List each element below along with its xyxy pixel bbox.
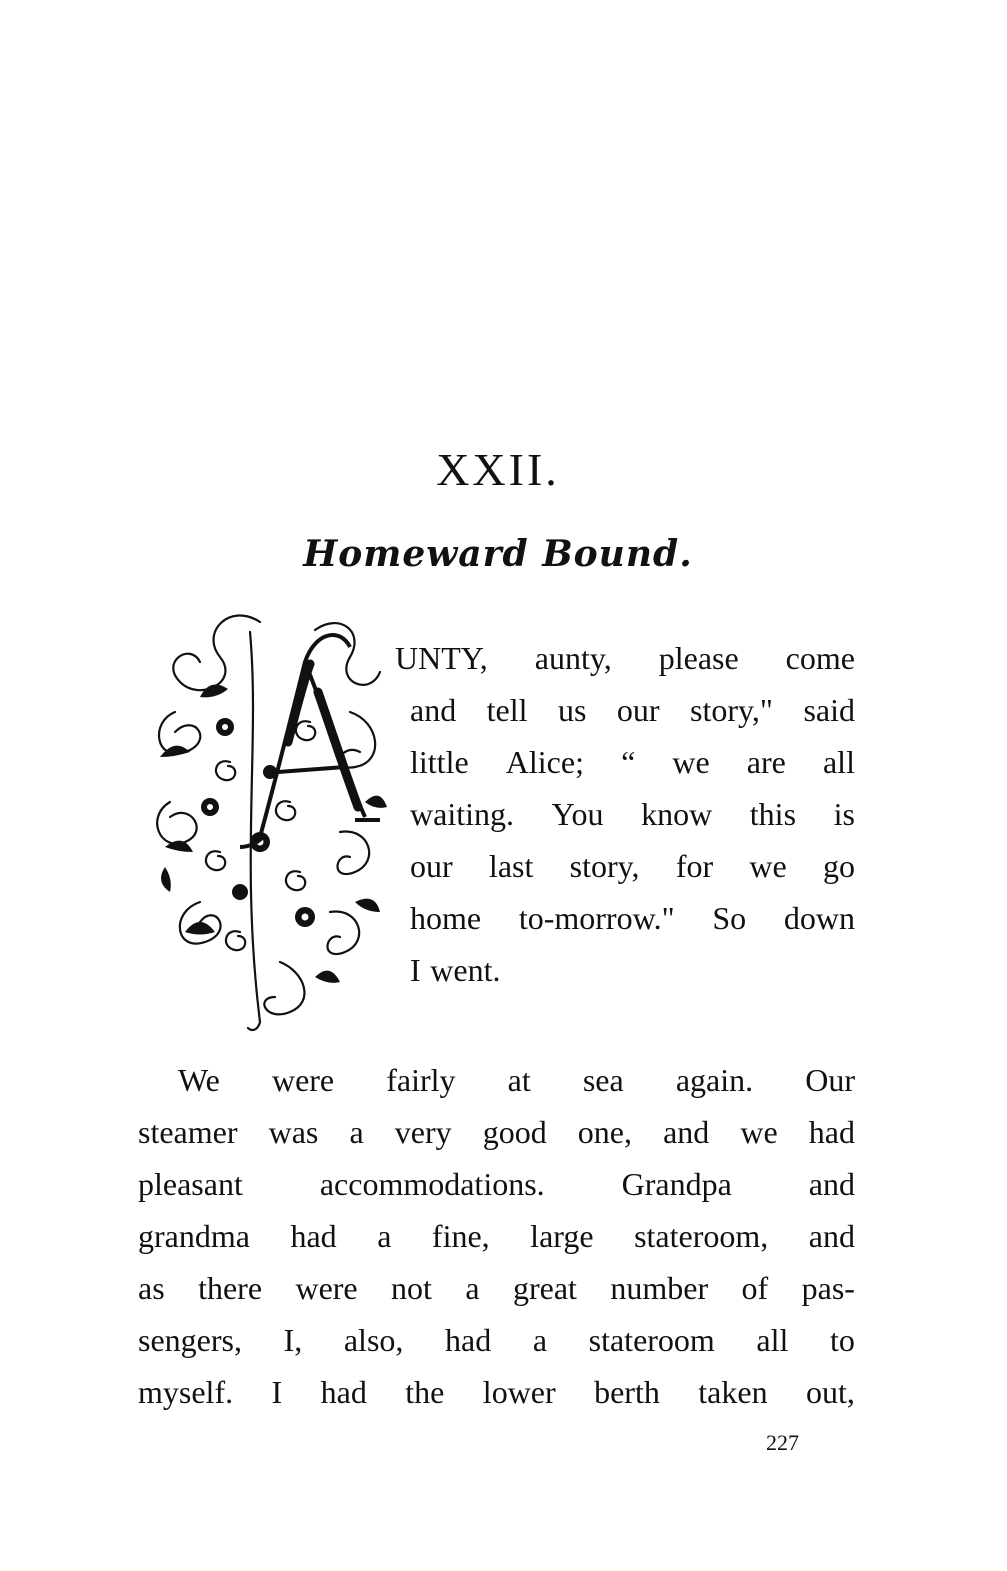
- word: as: [138, 1270, 165, 1306]
- word: great: [512, 1270, 577, 1306]
- word: We: [178, 1062, 220, 1098]
- text-line: [410, 798, 855, 830]
- word: our: [616, 692, 660, 728]
- word: grandma: [138, 1218, 250, 1254]
- word: at: [507, 1062, 531, 1098]
- word: please: [658, 640, 739, 676]
- word: stateroom: [588, 1322, 715, 1358]
- text-line: [410, 850, 855, 882]
- word: we: [672, 744, 710, 780]
- word: a: [349, 1114, 364, 1150]
- word: taken: [698, 1374, 768, 1410]
- word: and: [808, 1166, 855, 1202]
- word: there: [198, 1270, 263, 1306]
- word: pleasant: [138, 1166, 243, 1202]
- text-line: [138, 1272, 855, 1304]
- word: berth: [594, 1374, 660, 1410]
- word: our: [410, 848, 453, 884]
- text-line: [138, 1376, 855, 1408]
- word: You: [551, 796, 604, 832]
- word: had: [808, 1114, 855, 1150]
- word: story,: [569, 848, 640, 884]
- word: Grandpa: [621, 1166, 732, 1202]
- word: accommodations.: [319, 1166, 545, 1202]
- word: pas-: [801, 1270, 855, 1306]
- word: of: [741, 1270, 769, 1306]
- text-line: [410, 902, 855, 934]
- word: a: [532, 1322, 548, 1358]
- word: UNTY,: [395, 640, 488, 676]
- word: and: [808, 1218, 855, 1254]
- text-line: [138, 1116, 855, 1148]
- floral-ornament-icon: [140, 602, 390, 1034]
- word: all: [822, 744, 855, 780]
- word: “: [621, 744, 636, 780]
- word: a: [465, 1270, 480, 1306]
- word: last: [488, 848, 534, 884]
- word: fine,: [431, 1218, 490, 1254]
- word: for: [675, 848, 714, 884]
- text-line: [178, 1064, 855, 1096]
- word: is: [833, 796, 855, 832]
- word: out,: [806, 1374, 855, 1410]
- word: had: [320, 1374, 367, 1410]
- word: Alice;: [505, 744, 584, 780]
- word: down: [783, 900, 855, 936]
- text-line: [138, 1324, 855, 1356]
- chapter-number: XXII.: [436, 444, 560, 495]
- word: also,: [343, 1322, 404, 1358]
- word: So: [712, 900, 747, 936]
- word: and: [663, 1114, 710, 1150]
- word: little: [410, 744, 469, 780]
- word: this: [749, 796, 797, 832]
- word: one,: [577, 1114, 632, 1150]
- word: to-morrow.": [518, 900, 675, 936]
- word: good: [482, 1114, 547, 1150]
- word: myself.: [138, 1374, 234, 1410]
- ornamental-initial-a: [140, 602, 390, 1034]
- chapter-title: Homeward Bound.: [303, 533, 693, 575]
- word: I: [271, 1374, 283, 1410]
- word: aunty,: [534, 640, 612, 676]
- text-line: [138, 1220, 855, 1252]
- word: waiting.: [410, 796, 514, 832]
- word: home: [410, 900, 482, 936]
- word: all: [756, 1322, 789, 1358]
- word: Our: [805, 1062, 855, 1098]
- word: were: [271, 1062, 335, 1098]
- word: number: [610, 1270, 709, 1306]
- text-line: [410, 746, 855, 778]
- word: a: [377, 1218, 392, 1254]
- word: I: [410, 952, 421, 988]
- word: we: [749, 848, 787, 884]
- word: stateroom,: [634, 1218, 769, 1254]
- word: know: [641, 796, 713, 832]
- word: went.: [430, 952, 501, 988]
- text-line: [410, 954, 855, 986]
- word: was: [268, 1114, 319, 1150]
- word: had: [445, 1322, 492, 1358]
- word: had: [290, 1218, 337, 1254]
- word: tell: [486, 692, 528, 728]
- word: and: [410, 692, 457, 728]
- text-line: [395, 642, 855, 674]
- word: steamer: [138, 1114, 238, 1150]
- text-line: [410, 694, 855, 726]
- word: story,": [690, 692, 773, 728]
- word: we: [740, 1114, 778, 1150]
- word: lower: [482, 1374, 556, 1410]
- word: were: [295, 1270, 358, 1306]
- word: come: [785, 640, 855, 676]
- word: are: [746, 744, 786, 780]
- word: very: [394, 1114, 452, 1150]
- page-number: 227: [766, 1430, 799, 1455]
- word: not: [391, 1270, 432, 1306]
- word: sea: [582, 1062, 624, 1098]
- word: again.: [675, 1062, 754, 1098]
- word: I,: [283, 1322, 303, 1358]
- text-line: [138, 1168, 855, 1200]
- word: said: [803, 692, 855, 728]
- word: go: [822, 848, 855, 884]
- word: large: [530, 1218, 594, 1254]
- word: to: [830, 1322, 855, 1358]
- word: sengers,: [138, 1322, 242, 1358]
- word: us: [557, 692, 587, 728]
- word: fairly: [386, 1062, 456, 1098]
- word: the: [405, 1374, 445, 1410]
